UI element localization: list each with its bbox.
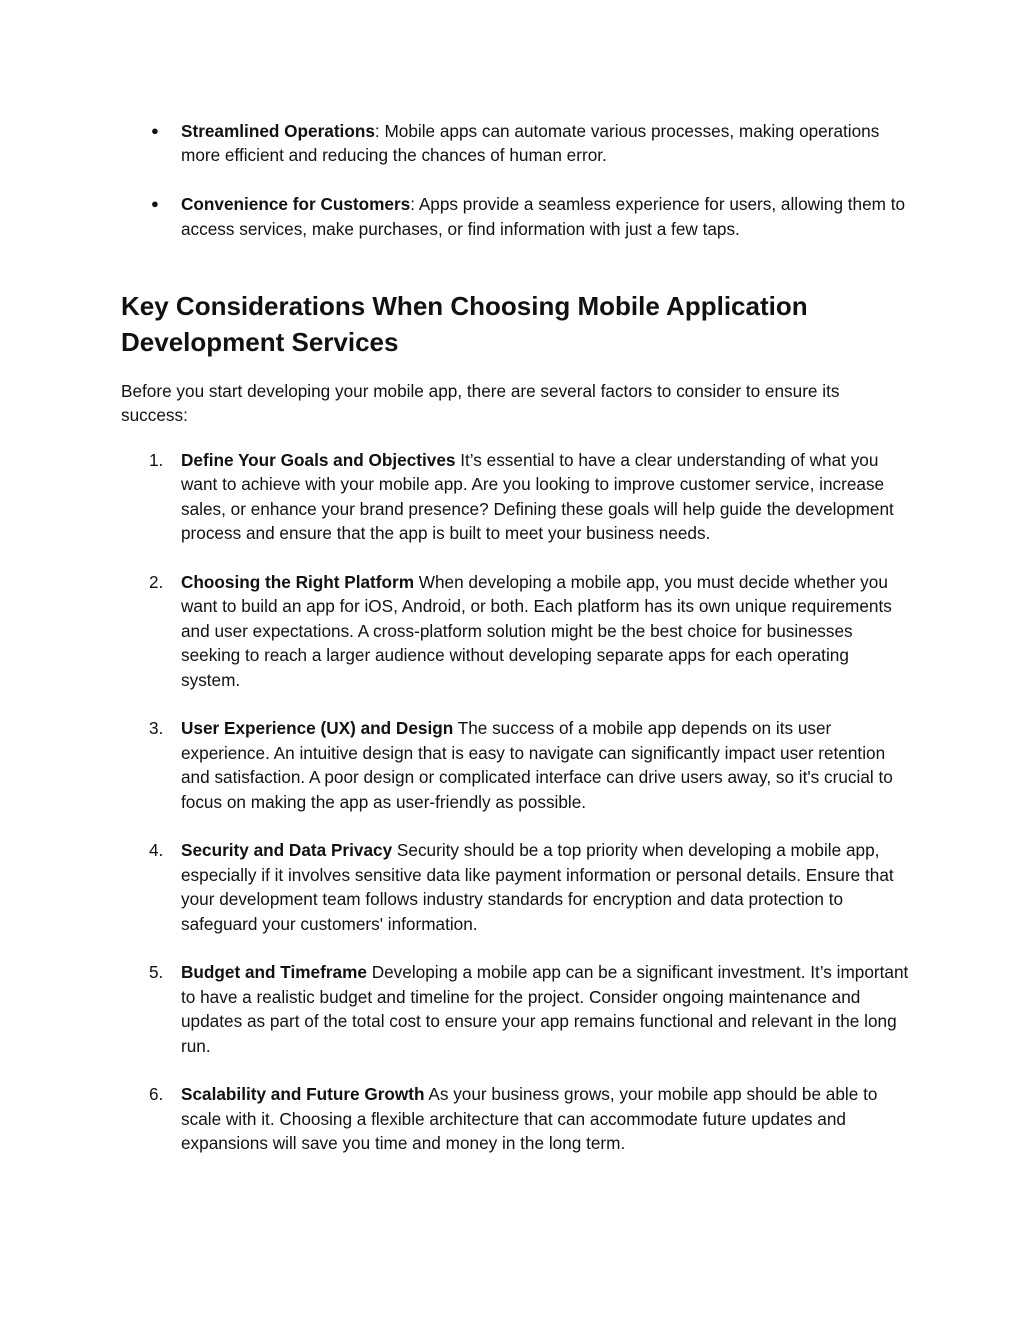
bullet-term: Convenience for Customers [181, 194, 411, 215]
item-term: Budget and Timeframe [181, 962, 367, 983]
list-number: 1. [149, 450, 164, 470]
item-term: Choosing the Right Platform [181, 572, 414, 593]
numbered-item-budget-timeframe [121, 960, 911, 1058]
item-term: Security and Data Privacy [181, 840, 393, 861]
item-term: Scalability and Future Growth [181, 1084, 425, 1105]
bullet-item-convenience-for-customers [121, 192, 911, 241]
item-text: It’s essential to have a clear understanding of what you want to achieve with your mobile app. Are you looking to improve customer service, increase sales, or enhance your brand presence? Defining these goals will help guide the development process and ensure that the app is built to meet your business needs. [181, 450, 894, 544]
numbered-item-ux-design [121, 716, 911, 814]
item-text: Security should be a top priority when developing a mobile app, especially if it involves sensitive data like payment information or personal details. Ensure that your development team follows industry standards for encryption and data protection to safeguard your customers' information. [181, 840, 894, 934]
intro-paragraph: Before you start developing your mobile app, there are several factors to consider to ensure its success: [121, 381, 840, 426]
bullet-marker: ● [151, 196, 159, 212]
section-heading: Key Considerations When Choosing Mobile Application Development Services [121, 291, 808, 357]
item-text: As your business grows, your mobile app should be able to scale with it. Choosing a flexible architecture that can accommodate future updates and expansions will save you time and money in the long term. [181, 1084, 878, 1154]
list-number: 5. [149, 962, 164, 983]
bullet-text: : Apps provide a seamless experience for users, allowing them to access services, make purchases, or find information with just a few taps. [181, 194, 906, 239]
bullet-marker: ● [151, 123, 159, 138]
list-number: 2. [149, 572, 164, 593]
numbered-item-right-platform [121, 570, 911, 692]
numbered-item-scalability-growth [121, 1082, 911, 1155]
list-number: 6. [149, 1084, 164, 1105]
numbered-item-goals-objectives [121, 448, 911, 546]
item-text: Developing a mobile app can be a significant investment. It’s important to have a realistic budget and timeline for the project. Consider ongoing maintenance and updates as part of the total cost to ensure your app remains functional and relevant in the long run. [181, 962, 909, 1056]
considerations-numbered-list [121, 448, 911, 1180]
bullet-item-streamlined-operations [121, 119, 911, 168]
item-term: User Experience (UX) and Design [181, 718, 454, 739]
item-text: When developing a mobile app, you must decide whether you want to build an app for iOS, Android, or both. Each platform has its own unique requirements and user expectations. A cross-platform solution might be the best choice for businesses seeking to reach a larger audience without developing separate apps for each operating system. [181, 572, 892, 690]
item-term: Define Your Goals and Objectives [181, 450, 456, 470]
bullet-term: Streamlined Operations [181, 121, 375, 141]
bullet-text: : Mobile apps can automate various processes, making operations more efficient and reducing the chances of human error. [181, 121, 880, 166]
numbered-item-security-privacy [121, 838, 911, 936]
benefits-bullet-list [121, 119, 911, 265]
list-number: 4. [149, 840, 164, 861]
item-text: The success of a mobile app depends on its user experience. An intuitive design that is easy to navigate can significantly impact user retention and satisfaction. A poor design or complicated interface can drive users away, so it's crucial to focus on making the app as user-friendly as possible. [181, 718, 893, 812]
list-number: 3. [149, 718, 164, 739]
